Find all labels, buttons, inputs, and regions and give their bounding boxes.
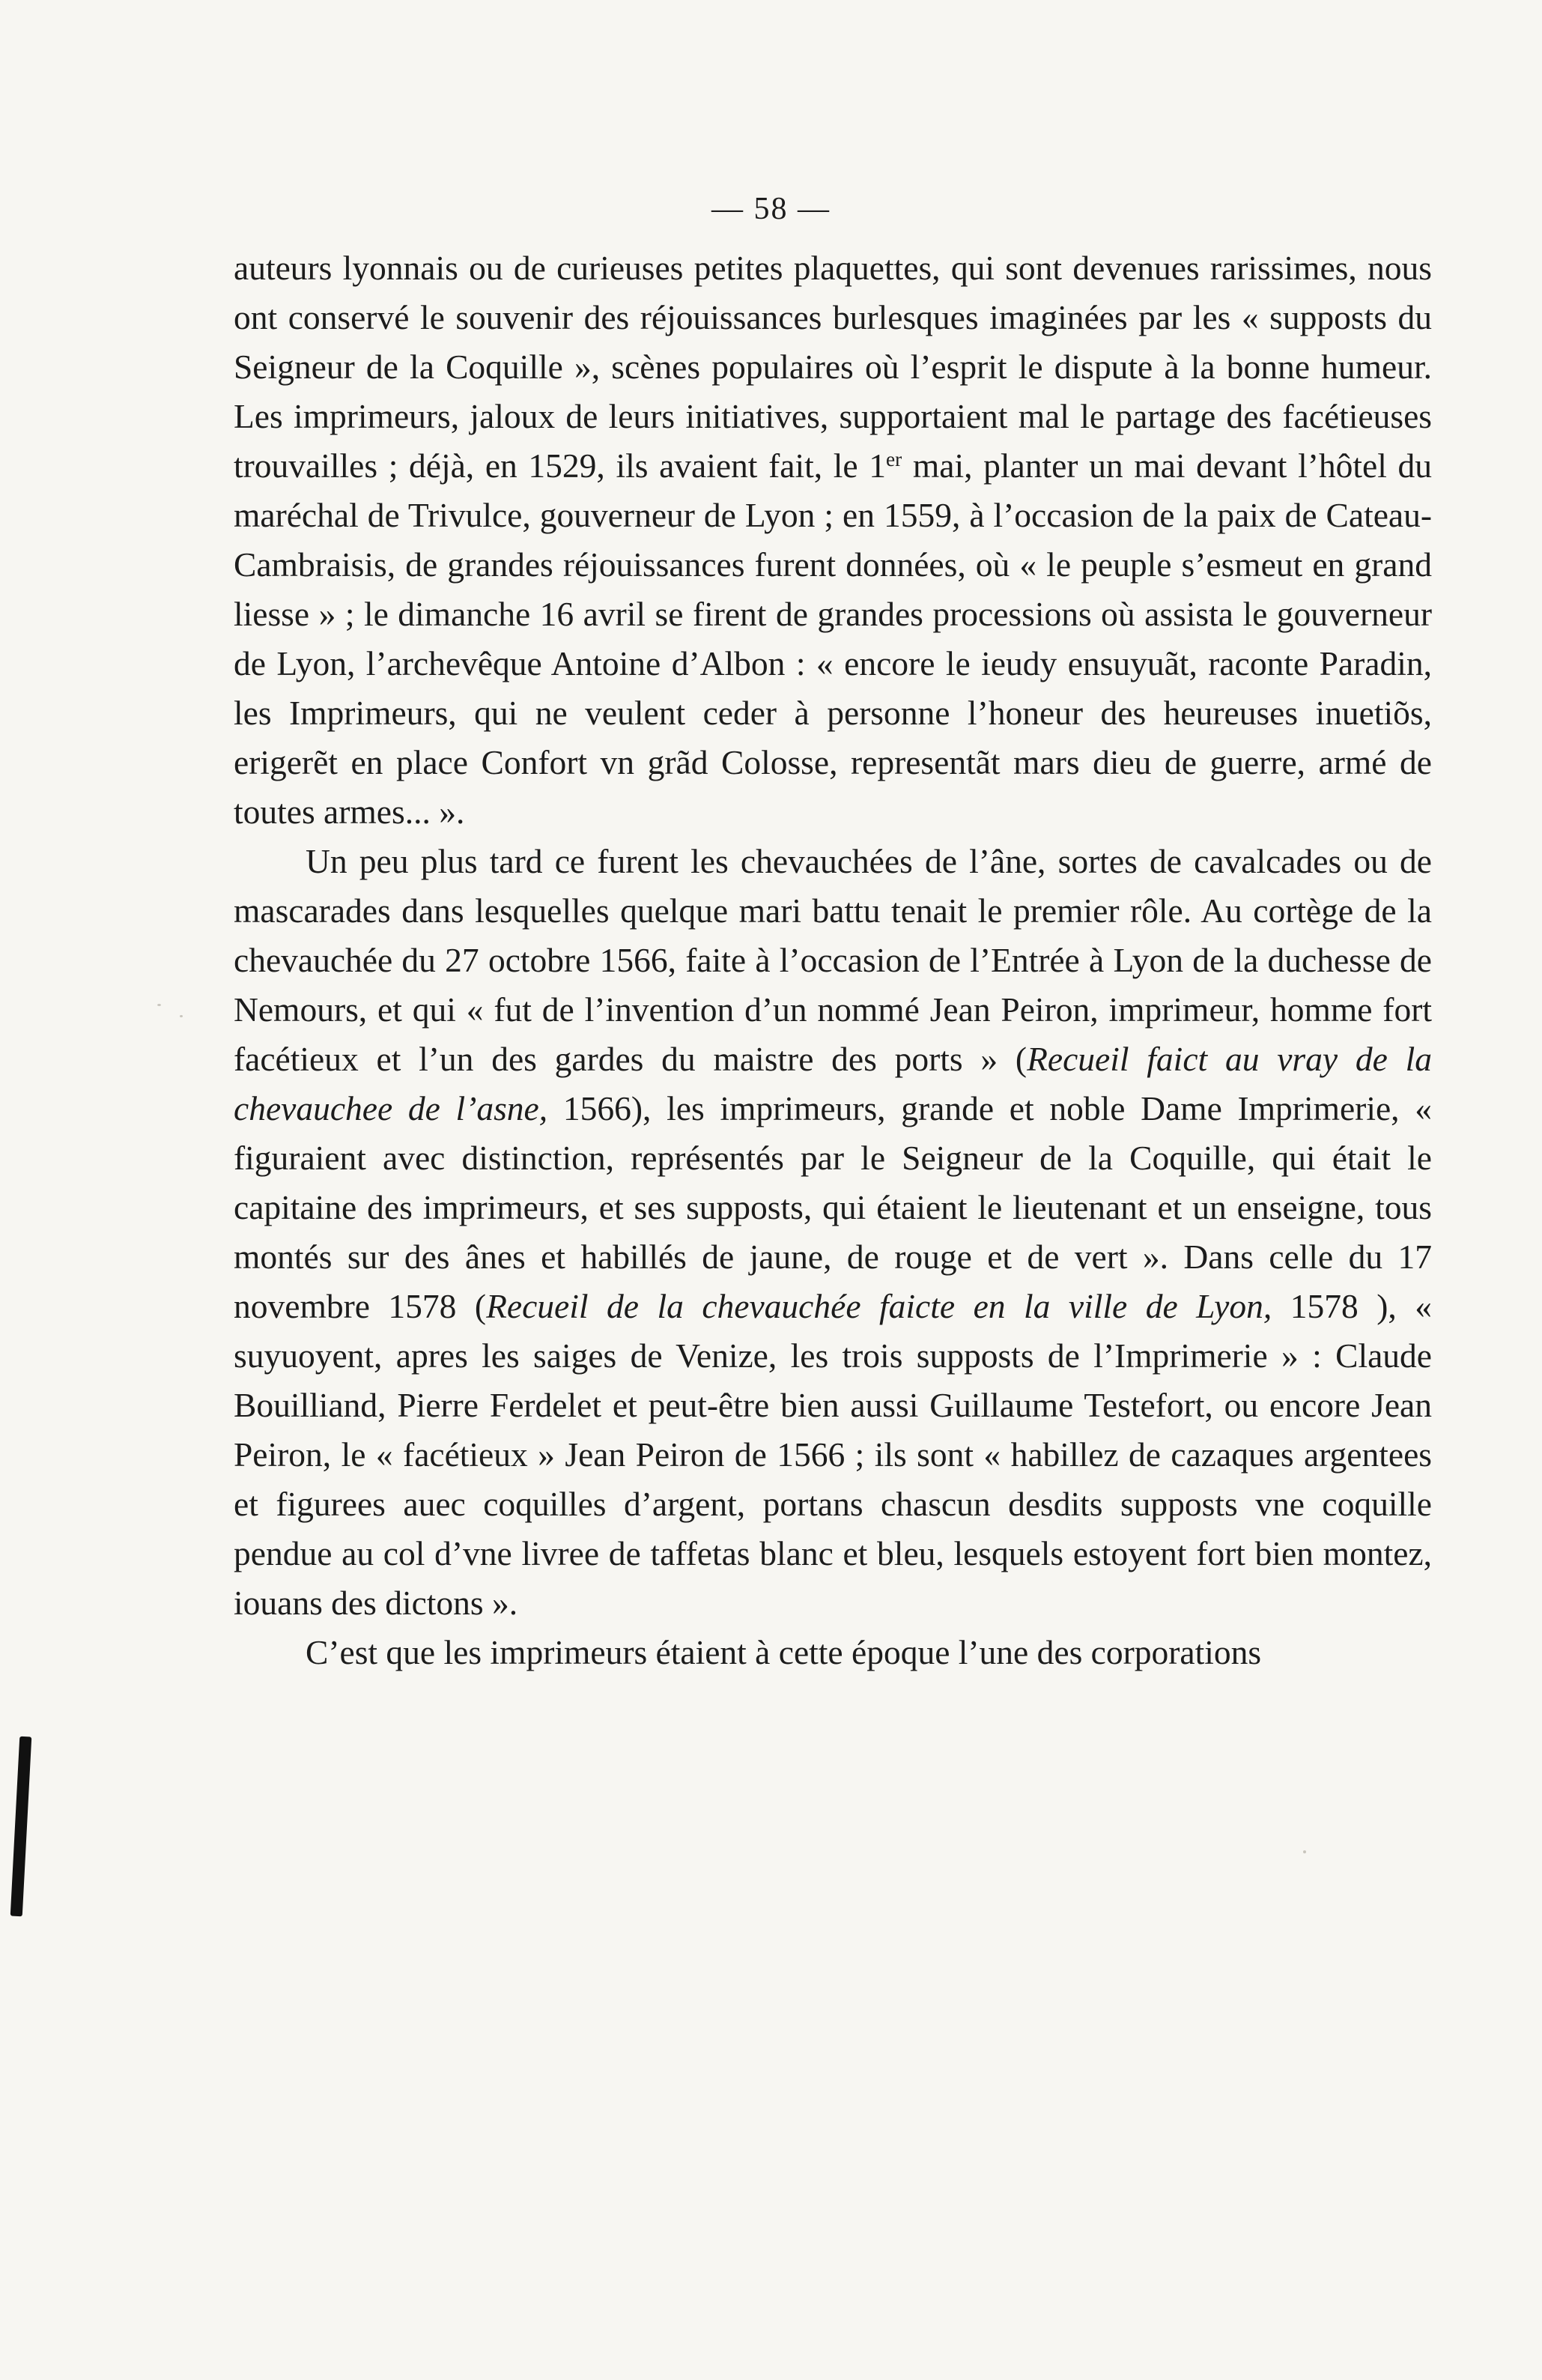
citation-title-1: Recueil faict au vray de la chevauchee de l’asne, bbox=[234, 1040, 1432, 1127]
page-number: — 58 — bbox=[711, 192, 831, 226]
paragraph-2-text-a: Un peu plus tard ce furent les chevauchées de l’âne, sortes de cavalcades ou de mascarades dans lesquelles quelque mari battu tenait le premier rôle. Au cortège de la chevauchée du 27 octobre 1566, faite à l’occasion de l’Entrée à Lyon de la duchesse de Nemours, et qui « fut de l’invention d’un nommé Jean Peiron, imprimeur, homme fort facétieux et l’un des gardes du maistre des ports » ( bbox=[234, 842, 1432, 1078]
paragraph-1-text-a: auteurs lyonnais ou de curieuses petites plaquettes, qui sont devenues rarissimes, nous ont conservé le souvenir des réjouissances burlesques imaginées par les « supposts du Seigneur de la Coquille », scènes populaires où l’esprit le dispute à la bonne humeur. Les imprimeurs, jaloux de leurs initiatives, supportaient mal le partage des facétieuses trouvailles ; déjà, en 1529, ils avaient fait, le 1 bbox=[234, 249, 1432, 485]
paragraph-3: C’est que les imprimeurs étaient à cette époque l’une des corporations bbox=[306, 1633, 1262, 1671]
scan-speck bbox=[157, 1004, 161, 1006]
citation-title-2: Recueil de la chevauchée faicte en la ville de Lyon, bbox=[486, 1287, 1272, 1325]
ordinal-superscript: er bbox=[886, 448, 902, 470]
paragraph-1-text-b: mai, planter un mai devant l’hôtel du maréchal de Trivulce, gouverneur de Lyon ; en 1559, à l’occasion de la paix de Cateau-Cambraisis, de grandes réjouissances furent données, où « le peuple s’esmeut en grand liesse » ; le dimanche 16 avril se firent de grandes processions où assista le gouverneur de Lyon, l’archevêque Antoine d’Albon : « encore le ieudy ensuyuãt, raconte Paradin, les Imprimeurs, qui ne veulent ceder à personne l’honeur des heureuses inuetiõs, erigerẽt en place Confort vn grãd Colosse, representãt mars dieu de guerre, armé de toutes armes... ». bbox=[234, 446, 1432, 831]
body-text bbox=[234, 243, 1432, 1677]
paragraph-2-text-b: 1566), les imprimeurs, grande et noble Dame Imprimerie, « figuraient avec distinction, représentés par le Seigneur de la Coquille, qui était le capitaine des imprimeurs, et ses supposts, qui étaient le lieutenant et un enseigne, tous montés sur des ânes et habillés de jaune, de rouge et de vert ». Dans celle du 17 novembre 1578 ( bbox=[234, 1089, 1433, 1325]
paragraph-2 bbox=[234, 837, 1432, 1628]
scan-speck bbox=[1303, 1850, 1306, 1853]
paragraph-2-text-c: 1578 ), « suyuoyent, apres les saiges de Venize, les trois supposts de l’Imprimerie » : Claude Bouilliand, Pierre Ferdelet et peut-être bien aussi Guillaume Testefort, ou encore Jean Peiron, le « facétieux » Jean Peiron de 1566 ; ils sont « habillez de cazaques argentees et figurees auec coquilles d’argent, portans chascun desdits supposts vne coquille pendue au col d’vne livree de taffetas blanc et bleu, lesquels estoyent fort bien montez, iouans des dictons ». bbox=[234, 1287, 1432, 1622]
margin-ink-mark bbox=[10, 1736, 32, 1917]
paragraph-1 bbox=[234, 243, 1432, 837]
scan-speck bbox=[180, 1015, 183, 1017]
